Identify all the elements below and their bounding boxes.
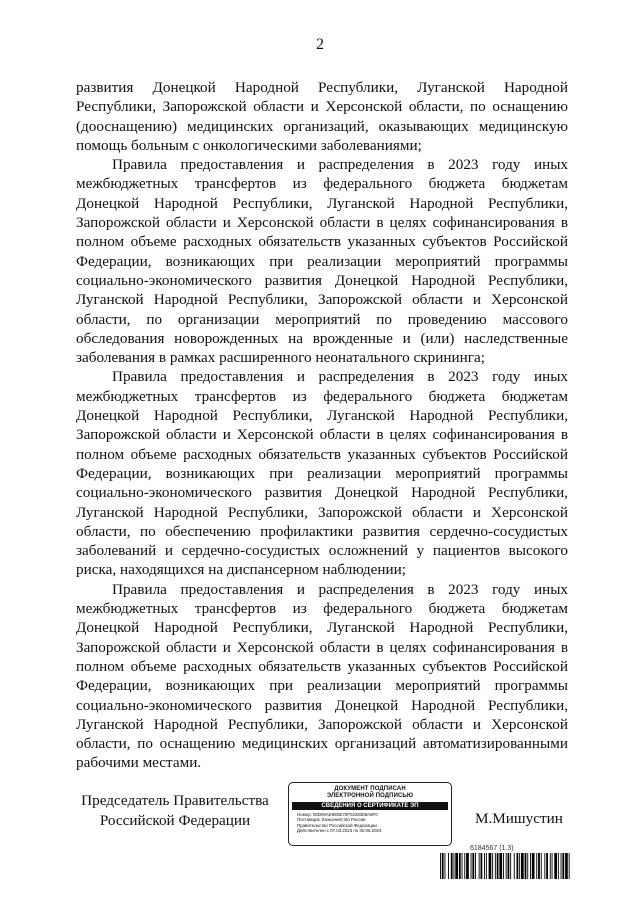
- barcode-bar: [471, 853, 472, 879]
- signer-name: М.Мишустин: [475, 810, 563, 827]
- signatory-position-line1: Председатель Правительства: [81, 792, 269, 809]
- barcode-bar: [489, 853, 492, 879]
- barcode-bar: [472, 853, 474, 879]
- document-code: 6184567 (1.3): [470, 845, 514, 852]
- signatory-position-line2: Российской Федерации: [99, 811, 251, 829]
- barcode-bar: [499, 853, 502, 879]
- barcode-bar: [527, 853, 528, 879]
- barcode-icon: [440, 853, 570, 879]
- page-number: 2: [316, 36, 324, 53]
- barcode-bar: [455, 853, 458, 879]
- barcode-bar: [451, 853, 453, 879]
- barcode-bar: [454, 853, 455, 879]
- paragraph-rules-neonatal-screening: Правила предоставления и распределения в 2023 году иных межбюджетных трансфертов из федерального бюджета бюджетам Донецкой Народной Республики, Луганской Народной Республики, Запорожской области и Херсонской области в целях софинансирования в полном объеме расходных обязательств указанных субъектов Российской Федерации, возникающих при реализации мероприятий программы социально-экономического развития Донецкой Народной Республики, Луганской Народной Республики, Запорожской области и Херсонской области, по организации мероприятий по проведению массового обследования новорожденных на врожденные и (или) наследственные заболевания в рамках расширенного неонатального скрининга;: [76, 156, 568, 367]
- barcode-bar: [569, 853, 570, 879]
- barcode-bar: [481, 853, 483, 879]
- barcode-bar: [521, 853, 524, 879]
- barcode-bar: [565, 853, 568, 879]
- paragraph-rules-workstations: Правила предоставления и распределения в 2023 году иных межбюджетных трансфертов из федерального бюджета бюджетам Донецкой Народной Республики, Луганской Народной Республики, Запорожской области и Херсонской области в целях софинансирования в полном объеме расходных обязательств указанных субъектов Российской Федерации, возникающих при реализации мероприятий программы социально-экономического развития Донецкой Народной Республики, Луганской Народной Республики, Запорожской области и Херсонской области, по оснащению медицинских организаций автоматизированными рабочими местами.: [76, 580, 568, 772]
- barcode-bar: [459, 853, 461, 879]
- barcode-bar: [519, 853, 520, 879]
- barcode-bar: [525, 853, 527, 879]
- electronic-signature-stamp: [288, 782, 452, 846]
- body-text: [76, 78, 568, 773]
- barcode-bar: [514, 853, 515, 879]
- barcode-bar: [546, 853, 548, 879]
- barcode-bar: [448, 853, 449, 879]
- barcode-bar: [484, 853, 485, 879]
- signatory-position: [80, 791, 270, 830]
- barcode-bar: [530, 853, 531, 879]
- barcode-bar: [503, 853, 504, 879]
- stamp-title-line1: ДОКУМЕНТ ПОДПИСАН: [334, 786, 406, 792]
- barcode-bar: [508, 853, 510, 879]
- barcode-bar: [464, 853, 465, 879]
- barcode-bar: [442, 853, 444, 879]
- stamp-owner: Правительство Российской Федерации: [297, 822, 377, 828]
- barcode-bar: [495, 853, 496, 879]
- barcode-bar: [497, 853, 499, 879]
- barcode-bar: [541, 853, 542, 879]
- barcode-bar: [475, 853, 476, 879]
- barcode-bar: [462, 853, 463, 879]
- barcode-bar: [517, 853, 519, 879]
- barcode-bar: [554, 853, 557, 879]
- barcode-bar: [510, 853, 511, 879]
- barcode-bar: [558, 853, 559, 879]
- barcode-bar: [445, 853, 446, 879]
- barcode-bar: [552, 853, 553, 879]
- stamp-title-line2: ЭЛЕКТРОННОЙ ПОДПИСЬЮ: [326, 793, 414, 799]
- barcode-bar: [562, 853, 564, 879]
- stamp-title: [289, 786, 451, 800]
- barcode-bar: [538, 853, 540, 879]
- barcode-bar: [466, 853, 469, 879]
- paragraph-continuation: развития Донецкой Народной Республики, Луганской Народной Республики, Запорожской области и Херсонской области, по оснащению (дооснащению) медицинских организаций, оказывающих медицинскую помощь больным с онкологическими заболеваниями;: [76, 79, 568, 154]
- barcode-bar: [536, 853, 537, 879]
- barcode-bar: [532, 853, 535, 879]
- barcode-bar: [486, 853, 487, 879]
- barcode-bar: [561, 853, 562, 879]
- barcode-bar: [506, 853, 507, 879]
- barcode-bar: [440, 853, 441, 879]
- stamp-validity: Действителен с 07.03.2023 по 30.05.2024: [297, 827, 382, 833]
- paragraph-rules-cardiovascular: Правила предоставления и распределения в 2023 году иных межбюджетных трансфертов из федерального бюджета бюджетам Донецкой Народной Республики, Луганской Народной Республики, Запорожской области и Херсонской области в целях софинансирования в полном объеме расходных обязательств указанных субъектов Российской Федерации, возникающих при реализации мероприятий программы социально-экономического развития Донецкой Народной Республики, Луганской Народной Республики, Запорожской области и Херсонской области, по обеспечению профилактики развития сердечно-сосудистых заболеваний и сердечно-сосудистых осложнений у пациентов высокого риска, находящихся на диспансерном наблюдении;: [76, 368, 568, 579]
- barcode-bar: [479, 853, 480, 879]
- barcode-bar: [492, 853, 493, 879]
- barcode-bar: [550, 853, 551, 879]
- stamp-issuer: Поставщик: Казначейство России: [297, 817, 366, 823]
- stamp-serial: Номер: 00D00AE9E5E75F0228308A8F0: [297, 812, 378, 817]
- stamp-certificate-band: СВЕДЕНИЯ О СЕРТИФИКАТЕ ЭП: [292, 802, 448, 810]
- barcode-bar: [544, 853, 545, 879]
